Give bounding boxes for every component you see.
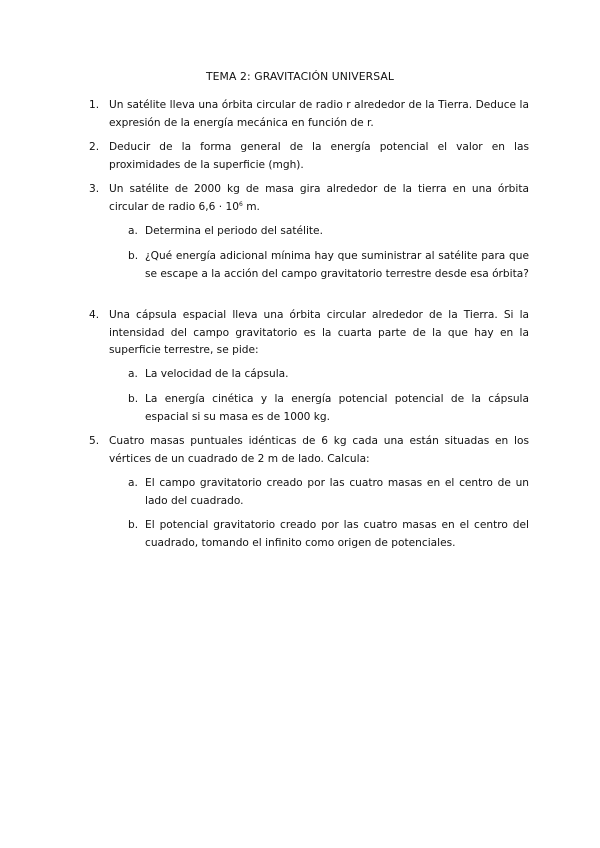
question-3-sub-a bbox=[128, 223, 529, 241]
sub-text: El campo gravitatorio creado por las cuatro masas en el centro de un lado del cuadrado. bbox=[145, 477, 529, 507]
sub-letter: b. bbox=[128, 250, 139, 262]
sub-text: La energía cinética y la energía potencial potencial de la cápsula espacial si su masa es de 1000 kg. bbox=[145, 393, 529, 423]
sub-letter: a. bbox=[128, 477, 138, 489]
question-5-sub-b bbox=[128, 517, 529, 552]
question-number: 4. bbox=[89, 309, 100, 321]
sub-text: La velocidad de la cápsula. bbox=[145, 368, 289, 380]
question-1 bbox=[89, 97, 529, 132]
question-number: 1. bbox=[89, 99, 100, 111]
exponent: 6 bbox=[239, 200, 243, 208]
question-text-unit: m. bbox=[242, 200, 260, 213]
question-text bbox=[109, 181, 529, 216]
sub-letter: a. bbox=[128, 368, 138, 380]
sub-letter: b. bbox=[128, 393, 139, 405]
sub-text: El potencial gravitatorio creado por las cuatro masas en el centro del cuadrado, tomando el infinito como origen de potenciales. bbox=[145, 519, 529, 549]
sub-text: Determina el periodo del satélite. bbox=[145, 225, 323, 237]
question-3-sub-b bbox=[128, 248, 529, 283]
sub-letter: b. bbox=[128, 519, 139, 531]
question-5-sub-a bbox=[128, 475, 529, 510]
question-number: 3. bbox=[89, 183, 100, 195]
question-text: Una cápsula espacial lleva una órbita circular alrededor de la Tierra. Si la intensidad del campo gravitatorio es la cuarta parte de la que hay en la superficie terrestre, se pide: bbox=[109, 309, 529, 356]
question-4-sub-a bbox=[128, 366, 529, 384]
question-text-main: Un satélite de 2000 kg de masa gira alrededor de la tierra en una órbita circular de radio 6,6 · 10 bbox=[109, 183, 529, 213]
question-5 bbox=[89, 433, 529, 468]
question-text: Deducir de la forma general de la energía potencial el valor en las proximidades de la superficie (mgh). bbox=[109, 141, 529, 171]
question-4-sub-b bbox=[128, 391, 529, 426]
question-text: Un satélite lleva una órbita circular de radio r alrededor de la Tierra. Deduce la expresión de la energía mecánica en función de r. bbox=[109, 99, 529, 129]
sub-text: ¿Qué energía adicional mínima hay que suministrar al satélite para que se escape a la acción del campo gravitatorio terrestre desde esa órbita? bbox=[145, 250, 529, 280]
sub-letter: a. bbox=[128, 225, 138, 237]
question-number: 2. bbox=[89, 141, 100, 153]
question-4 bbox=[89, 307, 529, 360]
question-number: 5. bbox=[89, 435, 100, 447]
question-2 bbox=[89, 139, 529, 174]
question-text: Cuatro masas puntuales idénticas de 6 kg cada una están situadas en los vértices de un cuadrado de 2 m de lado. Calcula: bbox=[109, 435, 529, 465]
question-3 bbox=[89, 181, 529, 216]
page-title: TEMA 2: GRAVITACIÓN UNIVERSAL bbox=[205, 70, 395, 83]
